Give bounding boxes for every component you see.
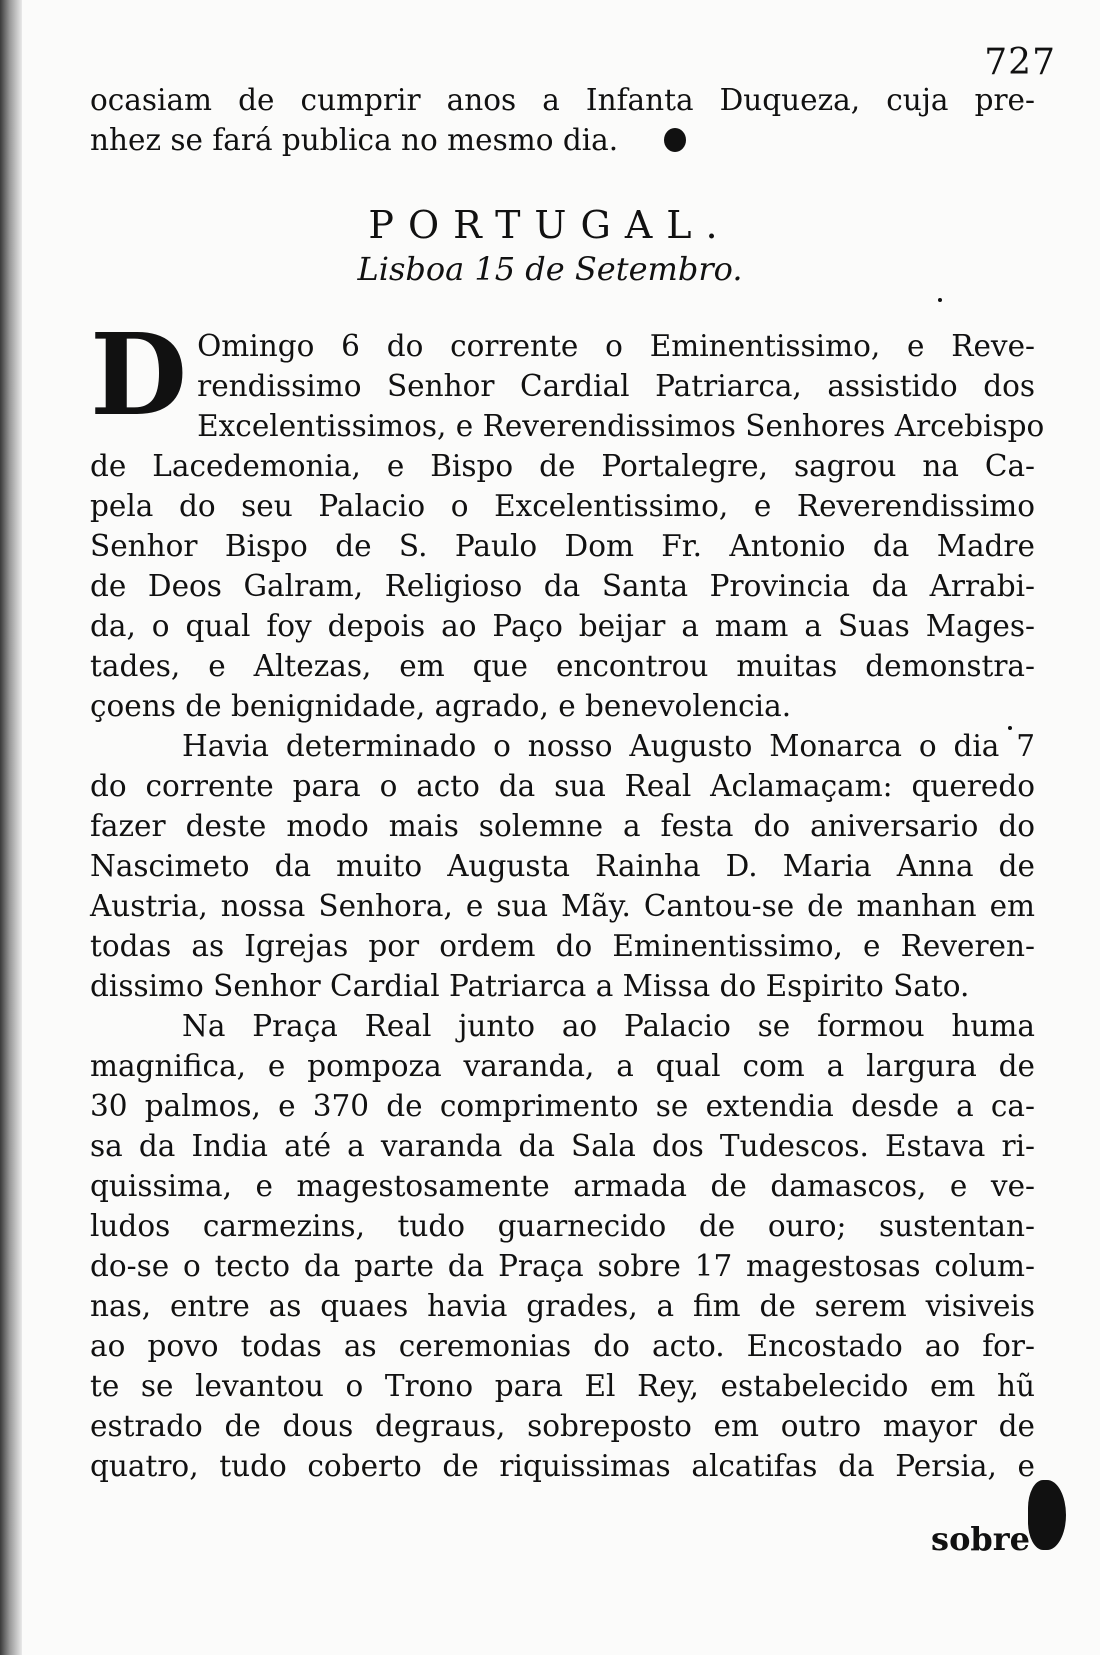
text-line: Excelentissimos, e Reverendissimos Senhores Arcebispo — [197, 409, 1045, 443]
text-line: de Lacedemonia, e Bispo de Portalegre, sagrou na Ca- — [90, 449, 1035, 483]
text-line: Nascimeto da muito Augusta Rainha D. Maria Anna de — [90, 849, 1035, 883]
text-line: magnifica, e pompoza varanda, a qual com a largura de — [90, 1049, 1035, 1083]
text-line: Omingo 6 do corrente o Eminentissimo, e Reve- — [197, 329, 1035, 363]
text-line: da, o qual foy depois ao Paço beijar a mam a Suas Mages- — [90, 609, 1035, 643]
text-line: quatro, tudo coberto de riquissimas alcatifas da Persia, e — [90, 1449, 1035, 1483]
text-line: Senhor Bispo de S. Paulo Dom Fr. Antonio da Madre — [90, 529, 1035, 563]
text-line: Austria, nossa Senhora, e sua Mãy. Cantou-se de manhan em — [90, 889, 1035, 923]
text-line: rendissimo Senhor Cardial Patriarca, assistido dos — [197, 369, 1035, 403]
text-line: dissimo Senhor Cardial Patriarca a Missa do Espirito Sato. — [90, 969, 970, 1003]
text-line: do-se o tecto da parte da Praça sobre 17 magestosas colum- — [90, 1249, 1035, 1283]
ink-speck — [938, 298, 942, 302]
text-line: tades, e Altezas, em que encontrou muitas demonstra- — [90, 649, 1035, 683]
text-line: todas as Igrejas por ordem do Eminentissimo, e Reveren- — [90, 929, 1035, 963]
text-line: sa da India até a varanda da Sala dos Tudescos. Estava ri- — [90, 1129, 1035, 1163]
paragraph-1 — [90, 310, 1045, 726]
text-line: ludos carmezins, tudo guarnecido de ouro; sustentan- — [90, 1209, 1035, 1243]
text-line: quissima, e magestosamente armada de damascos, e ve- — [90, 1169, 1035, 1203]
section-heading: PORTUGAL. — [368, 203, 732, 247]
text-line: do corrente para o acto da sua Real Aclamaçam: queredo — [90, 769, 1035, 803]
binding-spine-shadow — [0, 0, 22, 1655]
text-line: fazer deste modo mais solemne a festa do aniversario do — [90, 809, 1035, 843]
text-line: Na Praça Real junto ao Palacio se formou huma — [182, 1009, 1035, 1043]
article-body — [90, 310, 1045, 1486]
text-line: pela do seu Palacio o Excelentissimo, e Reverendissimo — [90, 489, 1035, 523]
paragraph-3 — [90, 1006, 1035, 1486]
text-line: çoens de benignidade, agrado, e benevolencia. — [90, 689, 792, 723]
text-line: 30 palmos, e 370 de comprimento se extendia desde a ca- — [90, 1089, 1035, 1123]
dateline: Lisboa 15 de Setembro. — [357, 250, 743, 288]
text-line: nhez se fará publica no mesmo dia. — [90, 123, 619, 157]
text-line: ao povo todas as ceremonias do acto. Encostado ao for- — [90, 1329, 1035, 1363]
drop-cap: D — [90, 310, 188, 441]
text-line: nas, entre as quaes havia grades, a fim de serem visiveis — [90, 1289, 1035, 1323]
continuation-text — [90, 80, 1035, 160]
text-line: ocasiam de cumprir anos a Infanta Duqueza, cuja pre- — [90, 83, 1035, 117]
text-line: estrado de dous degraus, sobreposto em outro mayor de — [90, 1409, 1035, 1443]
ink-blot — [1028, 1480, 1066, 1550]
text-line: Havia determinado o nosso Augusto Monarca o dia 7 — [182, 729, 1035, 763]
catchword: sobre — [931, 1520, 1030, 1558]
text-line: te se levantou o Trono para El Rey, estabelecido em hũ — [90, 1369, 1035, 1403]
page-number: 727 — [984, 42, 1056, 83]
paragraph-2 — [90, 726, 1035, 1006]
text-line: de Deos Galram, Religioso da Santa Provincia da Arrabi- — [90, 569, 1035, 603]
